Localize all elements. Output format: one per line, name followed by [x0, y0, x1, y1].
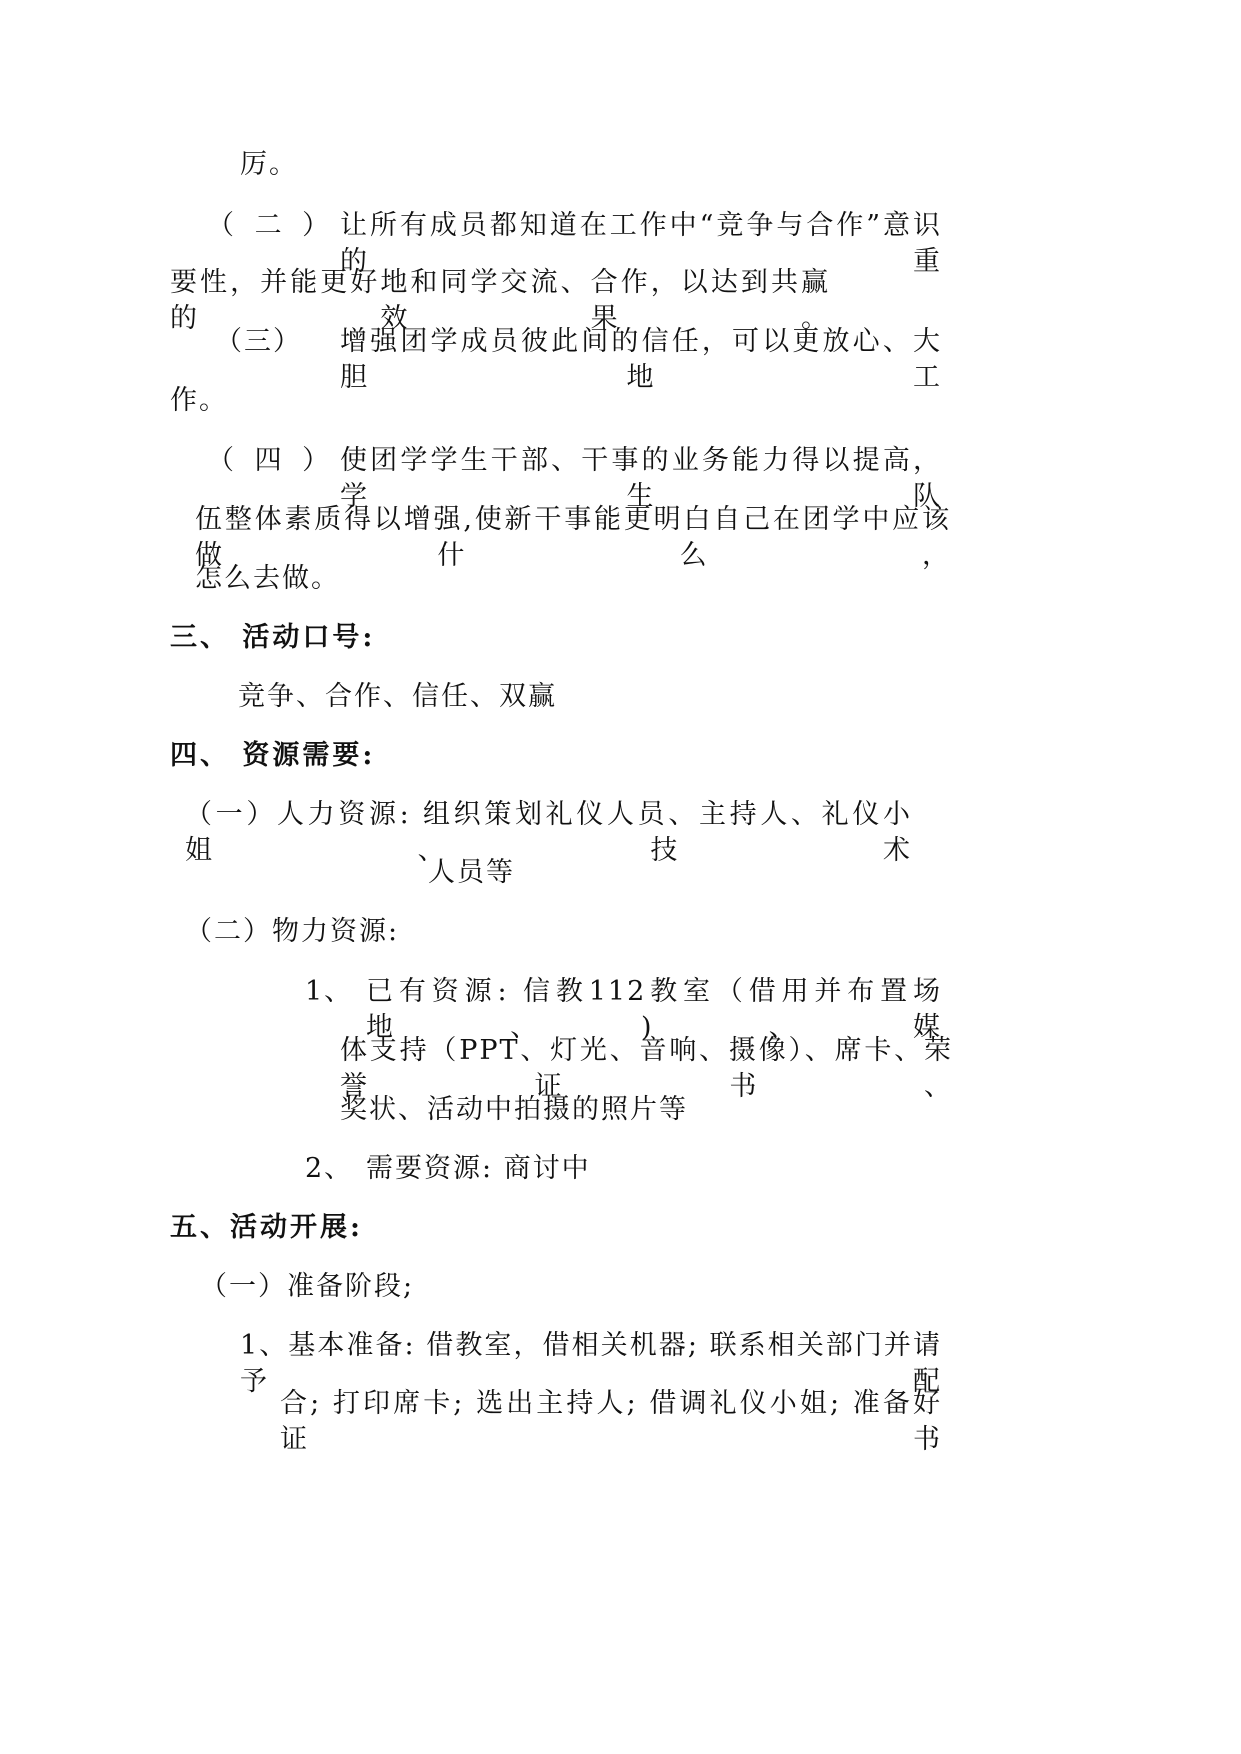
item-label: （三） — [215, 326, 302, 357]
paragraph-line: 伍整体素质得以增强,使新干事能更明白自己在团学中应该做什么， — [195, 504, 951, 571]
paragraph-line: （一）人力资源: 组织策划礼仪人员、主持人、礼仪小姐、技术 — [185, 799, 912, 866]
paragraph-line: 奖状、活动中拍摄的照片等 — [340, 1094, 688, 1125]
paragraph-line: 作。 — [170, 385, 228, 416]
section-heading: 四、 资源需要: — [170, 740, 376, 771]
paragraph-line: 怎么去做。 — [195, 563, 340, 594]
paragraph-line: 合; 打印席卡; 选出主持人; 借调礼仪小姐; 准备好证书 — [280, 1388, 942, 1455]
section-heading: 三、 活动口号: — [170, 622, 376, 653]
item-number: 1、 — [305, 976, 354, 1007]
paragraph-line: 增强团学成员彼此间的信任，可以更放心、大胆地工 — [340, 326, 942, 393]
item-number: 2、 — [305, 1153, 354, 1184]
paragraph-line: 使团学学生干部、干事的业务能力得以提高，学生队 — [340, 445, 942, 512]
paragraph-line: 让所有成员都知道在工作中“竞争与合作”意识的重 — [340, 210, 942, 277]
paragraph-line: （一）准备阶段; — [200, 1271, 415, 1302]
paragraph-line: 人员等 — [428, 857, 515, 888]
section-heading: 五、活动开展: — [170, 1212, 363, 1243]
paragraph-line: （二）物力资源: — [185, 916, 400, 947]
paragraph-line: 体支持（PPT、灯光、音响、摄像）、席卡、荣誉证书、 — [340, 1035, 953, 1102]
paragraph-line: 竞争、合作、信任、双赢 — [238, 681, 557, 712]
paragraph-line: 厉。 — [240, 149, 298, 180]
item-label: （ 二 ） — [207, 210, 336, 241]
paragraph-line: 已有资源: 信教112教室（借用并布置场地、)、媒 — [366, 976, 942, 1043]
item-label: （ 四 ） — [207, 445, 336, 476]
paragraph-line: 需要资源: 商讨中 — [366, 1153, 591, 1184]
paragraph-line: 1、基本准备: 借教室，借相关机器; 联系相关部门并请予配 — [240, 1330, 942, 1397]
paragraph-line: 要性，并能更好地和同学交流、合作，以达到共赢的效果。 — [170, 267, 830, 334]
